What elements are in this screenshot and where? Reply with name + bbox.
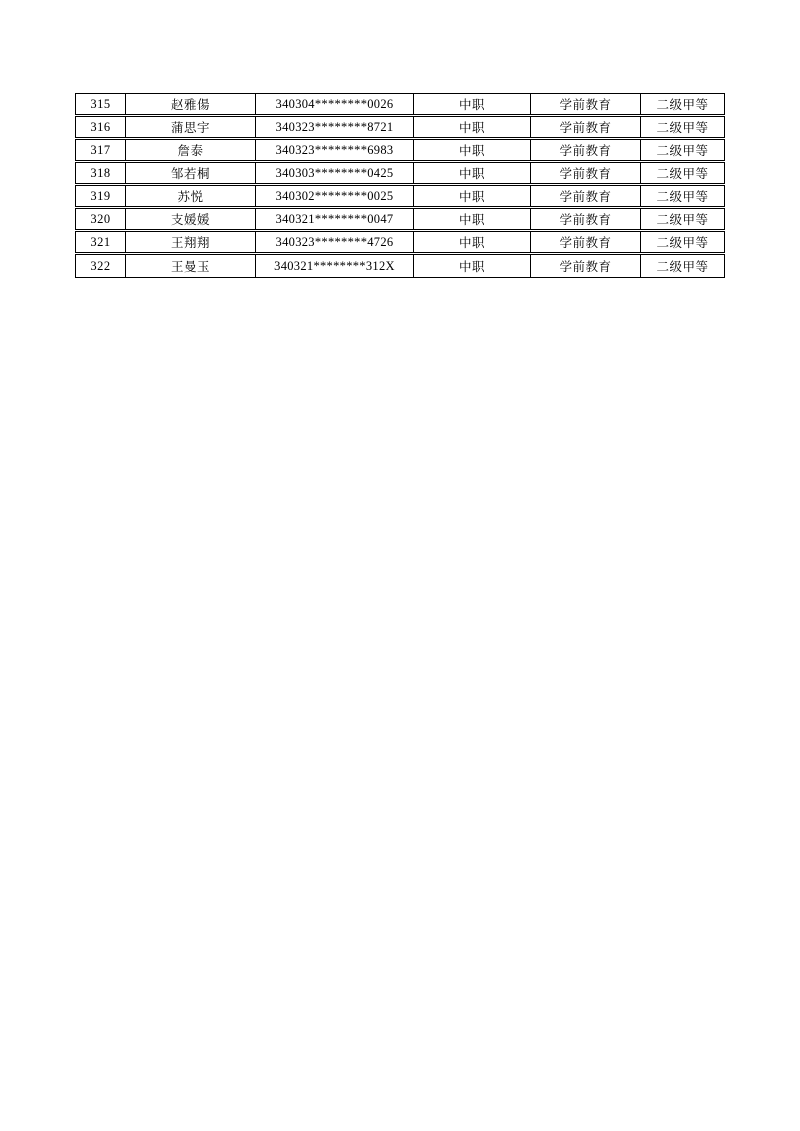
cell-name: 赵雅偒 (125, 94, 255, 114)
cell-grade: 二级甲等 (640, 186, 724, 206)
cell-education-level: 中职 (413, 232, 530, 252)
results-table (75, 93, 725, 279)
cell-major: 学前教育 (530, 117, 640, 137)
cell-name: 詹泰 (125, 140, 255, 160)
table-row (75, 139, 725, 161)
cell-major: 学前教育 (530, 255, 640, 277)
cell-name: 王翔翔 (125, 232, 255, 252)
cell-index: 321 (90, 234, 111, 249)
cell-grade: 二级甲等 (640, 209, 724, 229)
cell-major: 学前教育 (530, 140, 640, 160)
cell-id-number: 340321********312X (255, 255, 413, 277)
cell-id-number: 340302********0025 (255, 186, 413, 206)
table-row (75, 254, 725, 278)
cell-education-level: 中职 (413, 140, 530, 160)
cell-index: 320 (90, 211, 111, 226)
cell-index: 316 (90, 119, 111, 134)
table-row (75, 208, 725, 230)
cell-grade: 二级甲等 (640, 232, 724, 252)
cell-id-number: 340321********0047 (255, 209, 413, 229)
cell-education-level: 中职 (413, 255, 530, 277)
cell-id-number: 340303********0425 (255, 163, 413, 183)
cell-grade: 二级甲等 (640, 255, 724, 277)
cell-grade: 二级甲等 (640, 117, 724, 137)
cell-name: 王曼玉 (125, 255, 255, 277)
cell-education-level: 中职 (413, 209, 530, 229)
cell-index: 317 (90, 142, 111, 157)
cell-education-level: 中职 (413, 186, 530, 206)
cell-grade: 二级甲等 (640, 94, 724, 114)
cell-education-level: 中职 (413, 117, 530, 137)
cell-education-level: 中职 (413, 94, 530, 114)
cell-major: 学前教育 (530, 232, 640, 252)
cell-id-number: 340323********8721 (255, 117, 413, 137)
cell-index: 322 (90, 258, 111, 273)
cell-index: 319 (90, 188, 111, 203)
cell-major: 学前教育 (530, 209, 640, 229)
cell-grade: 二级甲等 (640, 163, 724, 183)
cell-id-number: 340304********0026 (255, 94, 413, 114)
table-row (75, 185, 725, 207)
cell-major: 学前教育 (530, 186, 640, 206)
cell-name: 苏悦 (125, 186, 255, 206)
cell-name: 邹若桐 (125, 163, 255, 183)
cell-index: 318 (90, 165, 111, 180)
cell-name: 蒲思宇 (125, 117, 255, 137)
table-row (75, 116, 725, 138)
cell-major: 学前教育 (530, 163, 640, 183)
cell-grade: 二级甲等 (640, 140, 724, 160)
cell-index: 315 (90, 96, 111, 111)
table-row (75, 231, 725, 253)
cell-id-number: 340323********6983 (255, 140, 413, 160)
table-row (75, 162, 725, 184)
cell-name: 支媛媛 (125, 209, 255, 229)
cell-major: 学前教育 (530, 94, 640, 114)
cell-education-level: 中职 (413, 163, 530, 183)
table-row (75, 93, 725, 115)
cell-id-number: 340323********4726 (255, 232, 413, 252)
